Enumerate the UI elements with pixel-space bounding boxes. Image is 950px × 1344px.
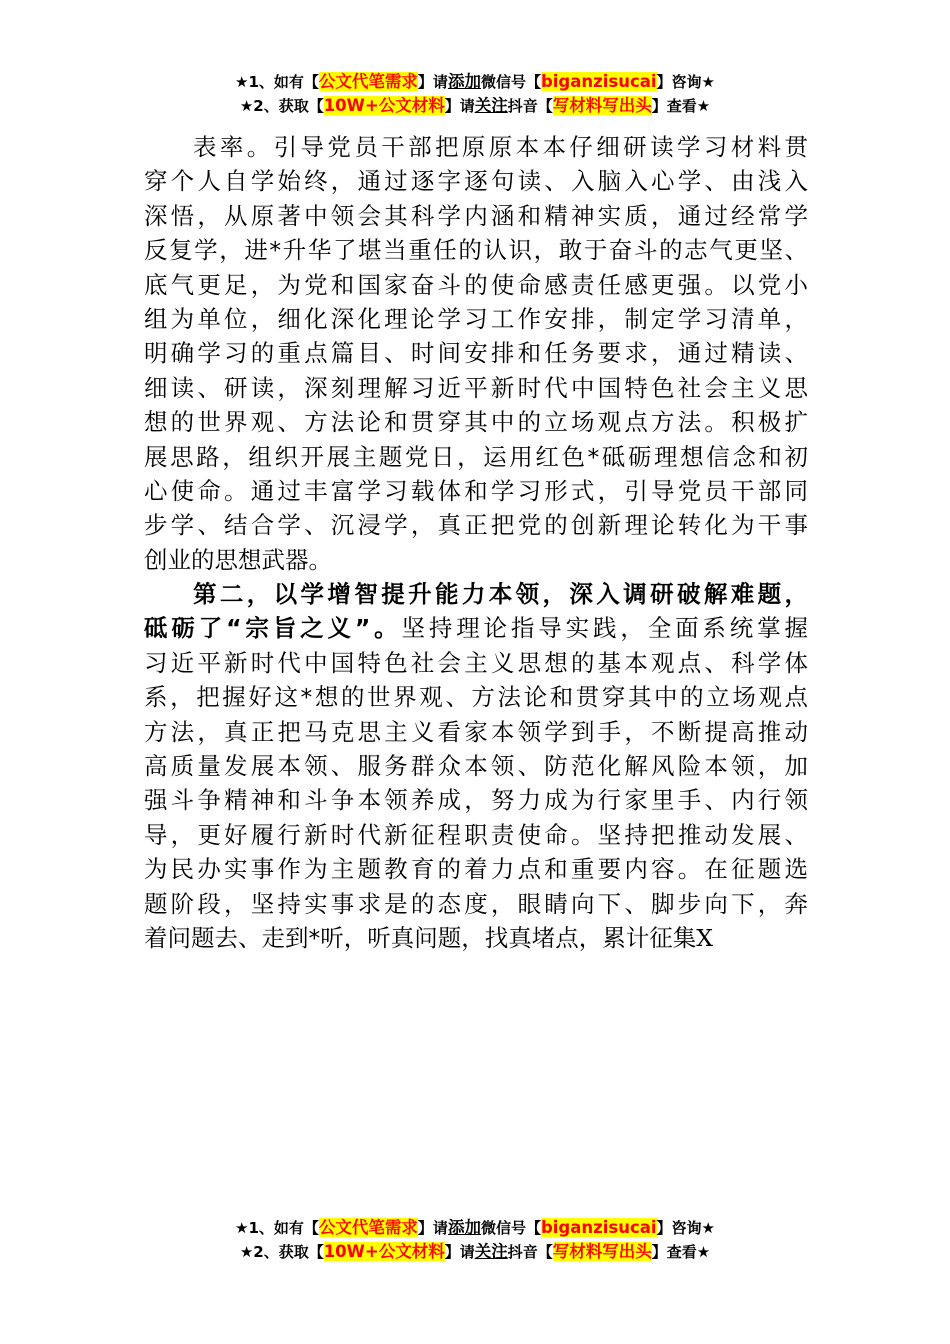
banner-text: 微信号【: [480, 1219, 541, 1237]
paragraph-line: 展思路，组织开展主题党日，运用红色*砥砺理想信念和初: [144, 442, 808, 471]
banner-line-1: [0, 1216, 950, 1240]
section-heading-line: 第二，以学增智提升能力本领，深入调研破解难题，: [193, 580, 808, 609]
paragraph-line: 明确学习的重点篇目、时间安排和任务要求，通过精读、: [144, 339, 808, 368]
header-banner: [0, 70, 950, 118]
paragraph-line: 习近平新时代中国特色社会主义思想的基本观点、科学体: [144, 648, 808, 677]
banner-text: ★2、获取【: [239, 97, 324, 115]
highlight-materials: 10W+公文材料: [323, 1242, 445, 1261]
footer-banner: [0, 1216, 950, 1264]
section-heading-emphasis: 砥砺了“宗旨之义”。: [144, 614, 402, 643]
underline-follow: 关注: [474, 1242, 508, 1261]
banner-text: 微信号【: [480, 73, 541, 91]
paragraph-text: 着问题去、走到*听，听真问题，找真堵点，累计征集: [144, 923, 697, 952]
paragraph-line: 创业的思想武器。: [144, 545, 332, 574]
paragraph-line: 组为单位，细化深化理论学习工作安排，制定学习清单，: [144, 304, 808, 333]
paragraph-line: 步学、结合学、沉浸学，真正把党的创新理论转化为干事: [144, 511, 808, 540]
banner-text: 】请: [444, 97, 475, 115]
banner-text: ★1、如有【: [235, 73, 319, 91]
paragraph-line: 底气更足，为党和国家奋斗的使命感责任感更强。以党小: [144, 270, 808, 299]
highlight-writing-service: 公文代笔需求: [318, 1218, 418, 1237]
highlight-writing-service: 公文代笔需求: [318, 72, 418, 91]
paragraph-line: 系，把握好这*想的世界观、方法论和贯穿其中的立场观点: [144, 683, 808, 712]
highlight-materials: 10W+公文材料: [323, 96, 445, 115]
paragraph-line: 深悟，从原著中领会其科学内涵和精神实质，通过经常学: [144, 201, 808, 230]
paragraph-line: 导，更好履行新时代新征程职责使命。坚持把推动发展、: [144, 820, 808, 849]
document-body: [144, 130, 808, 955]
paragraph-line: 方法，真正把马克思主义看家本领学到手，不断提高推动: [144, 717, 808, 746]
banner-text: ★1、如有【: [235, 1219, 319, 1237]
paragraph-line: 表率。引导党员干部把原原本本仔细研读学习材料贯: [193, 133, 808, 161]
banner-text: 】查看★: [651, 1243, 711, 1261]
section-heading-continuation: [144, 611, 808, 645]
underline-add: 添加: [447, 72, 481, 91]
banner-text: 抖音【: [507, 97, 553, 115]
banner-text: 】请: [444, 1243, 475, 1261]
banner-line-2: [0, 1240, 950, 1264]
paragraph-line: 题阶段，坚持实事求是的态度，眼睛向下、脚步向下，奔: [144, 889, 808, 918]
paragraph-line: 穿个人自学始终，通过逐字逐句读、入脑入心学、由浅入: [144, 167, 808, 196]
paragraph-line-truncated: [144, 921, 808, 955]
banner-line-2: [0, 94, 950, 118]
paragraph-line: 高质量发展本领、服务群众本领、防范化解风险本领，加: [144, 752, 808, 781]
paragraph-line: 想的世界观、方法论和贯穿其中的立场观点方法。积极扩: [144, 408, 808, 437]
paragraph-tail-char: X: [696, 923, 713, 952]
banner-text: 】查看★: [651, 97, 711, 115]
paragraph-line: 心使命。通过丰富学习载体和学习形式，引导党员干部同: [144, 476, 808, 505]
underline-add: 添加: [447, 1218, 481, 1237]
paragraph-line: 细读、研读，深刻理解习近平新时代中国特色社会主义思: [144, 373, 808, 402]
paragraph-line: 为民办实事作为主题教育的着力点和重要内容。在征题选: [144, 855, 808, 884]
highlight-douyin-account: 写材料写出头: [552, 96, 652, 115]
banner-text: ★2、获取【: [239, 1243, 324, 1261]
banner-text: 】请: [417, 73, 448, 91]
banner-text: 】咨询★: [656, 1219, 715, 1237]
banner-text: 抖音【: [507, 1243, 553, 1261]
paragraph-line: 强斗争精神和斗争本领养成，努力成为行家里手、内行领: [144, 786, 808, 815]
underline-follow: 关注: [474, 96, 508, 115]
paragraph-text: 坚持理论指导实践，全面系统掌握: [401, 614, 808, 643]
paragraph-line: 反复学，进*升华了堪当重任的认识，敢于奋斗的志气更坚、: [144, 236, 808, 265]
highlight-douyin-account: 写材料写出头: [552, 1242, 652, 1261]
banner-text: 】咨询★: [656, 73, 715, 91]
highlight-wechat-id: biganzisucai: [540, 1218, 657, 1237]
highlight-wechat-id: biganzisucai: [540, 72, 657, 91]
banner-text: 】请: [417, 1219, 448, 1237]
banner-line-1: [0, 70, 950, 94]
